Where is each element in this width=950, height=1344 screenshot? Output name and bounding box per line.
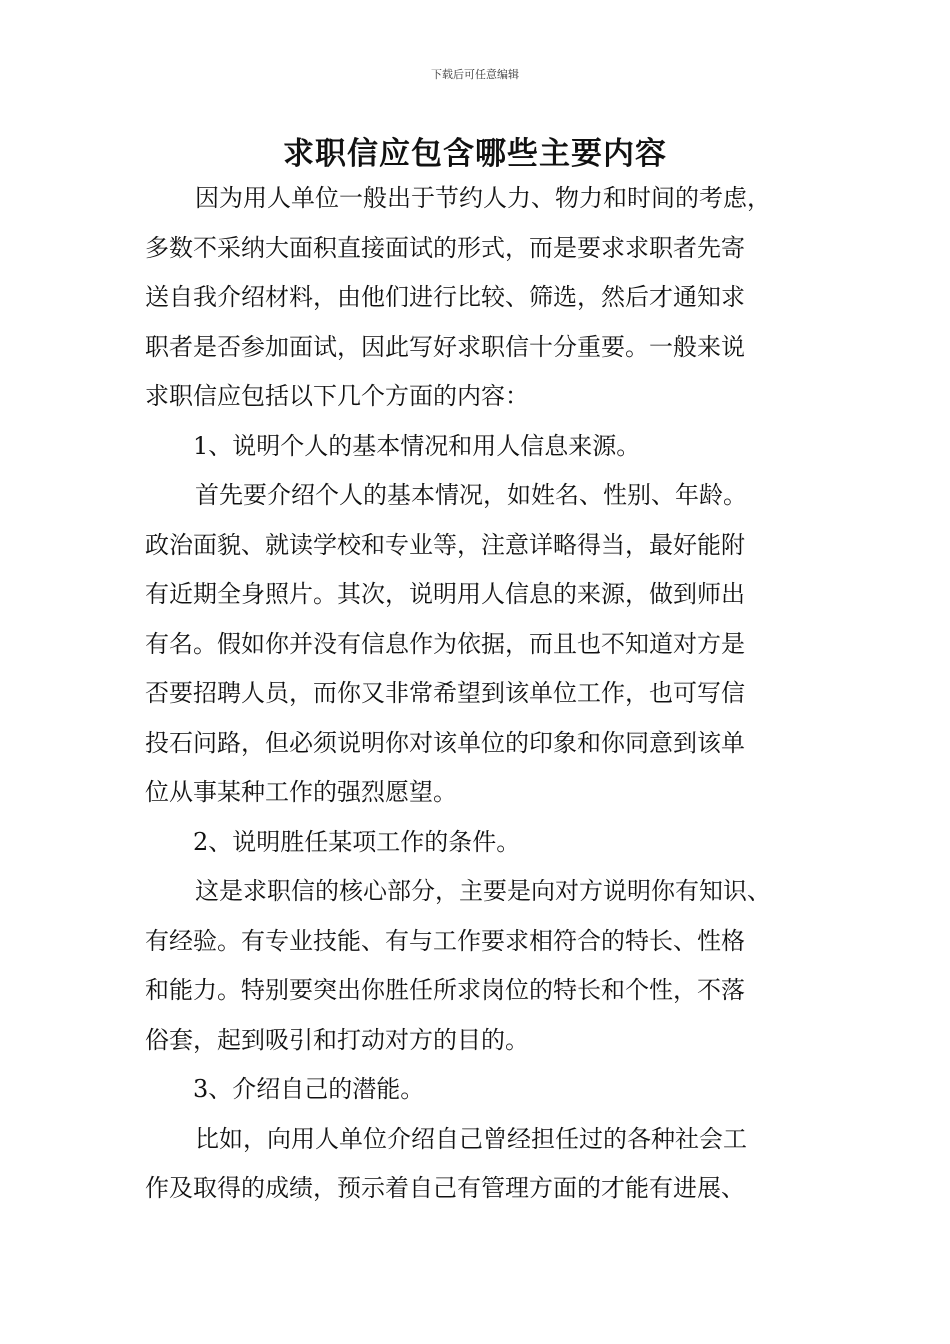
body-line: 否要招聘人员，而你又非常希望到该单位工作，也可写信 [145,679,745,707]
body-line: 投石问路，但必须说明你对该单位的印象和你同意到该单 [145,728,745,757]
document-body [145,174,827,1214]
body-line: 和能力。特别要突出你胜任所求岗位的特长和个性，不落 [145,976,745,1004]
body-line: 比如，向用人单位介绍自己曾经担任过的各种社会工 [195,1124,747,1153]
body-line: 首先要介绍个人的基本情况，如姓名、性别、年龄。 [195,481,747,509]
section-heading-3: 3、介绍自己的潜能。 [193,1075,425,1103]
section-heading-1: 1、说明个人的基本情况和用人信息来源。 [193,431,641,460]
body-line: 多数不采纳大面积直接面试的形式，而是要求求职者先寄 [145,233,745,262]
body-line: 因为用人单位一般出于节约人力、物力和时间的考虑， [195,184,771,212]
body-line: 俗套，起到吸引和打动对方的目的。 [145,1025,529,1054]
body-line: 这是求职信的核心部分，主要是向对方说明你有知识、 [195,877,771,905]
body-line: 有经验。有专业技能、有与工作要求相符合的特长、性格 [145,926,745,955]
body-line: 位从事某种工作的强烈愿望。 [145,778,457,806]
body-line: 职者是否参加面试，因此写好求职信十分重要。一般来说 [145,332,745,361]
body-line: 有名。假如你并没有信息作为依据，而且也不知道对方是 [145,629,745,658]
body-line: 送自我介绍材料，由他们进行比较、筛选，然后才通知求 [145,283,745,311]
section-heading-2: 2、说明胜任某项工作的条件。 [193,827,521,856]
body-line: 求职信应包括以下几个方面的内容： [145,382,529,410]
document-title: 求职信应包含哪些主要内容 [283,136,667,172]
body-line: 政治面貌、就读学校和专业等，注意详略得当，最好能附 [145,530,745,559]
header-note: 下载后可任意编辑 [431,68,519,81]
body-line: 有近期全身照片。其次，说明用人信息的来源，做到师出 [145,580,745,608]
body-line: 作及取得的成绩，预示着自己有管理方面的才能有进展、 [145,1174,745,1202]
